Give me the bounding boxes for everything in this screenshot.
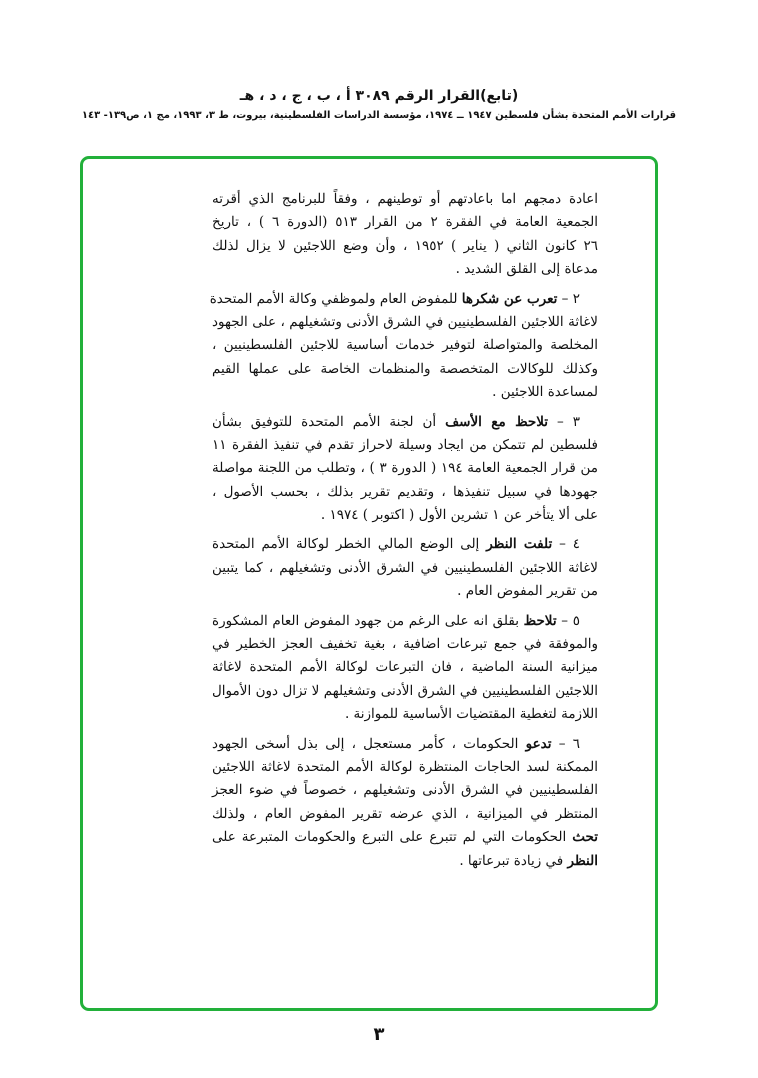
line-text: للمفوض العام ولموظفي وكالة الأمم المتحدة — [209, 290, 462, 307]
line-text: ميزانية السنة الماضية ، فان التبرعات لوكالة الأمم المتحدة لاغاثة — [212, 659, 598, 676]
line-text: المخلصة والمتواصلة لتوفير خدمات أساسية للاجئين الفلسطينيين ، — [212, 337, 598, 354]
text-line — [212, 656, 598, 679]
line-text: إلى الوضع المالي الخطر لوكالة الأمم المتحدة — [212, 536, 487, 553]
line-text: اللازمة لتغطية المقتضيات الأساسية للموازنة . — [344, 706, 598, 723]
text-line — [212, 557, 598, 580]
line-text: الفلسطينيين في الشرق الأدنى وتشغيلهم ، خصوصاً في ضوء العجز — [212, 782, 598, 799]
text-line — [209, 288, 598, 311]
line-text: والموفقة في جمع تبرعات اضافية ، بغية تخفيف العجز الخطير في — [212, 636, 598, 653]
line-text: لاغاثة اللاجئين الفلسطينيين في الشرق الأدنى وتشغيلهم ، على الجهود — [212, 313, 598, 330]
line-text: الجمعية العامة في الفقرة ٢ من القرار ٥١٣ (الدورة ٦ ) ، تاريخ — [212, 214, 598, 231]
operative-verb: تلاحظ مع الأسف — [445, 413, 549, 430]
line-text: لاغاثة اللاجئين الفلسطينيين في الشرق الأدنى وتشغيلهم ، كما يتبين — [212, 559, 598, 576]
line-text: الحكومات التي لم تتبرع على التبرع والحكومات المتبرعة على — [212, 829, 573, 846]
line-text: وكذلك للوكالات المتخصصة والمنظمات الخاصة على عملها القيم — [212, 360, 598, 377]
text-line — [212, 211, 598, 234]
text-line — [212, 311, 598, 334]
paragraph — [212, 733, 598, 873]
line-text: من قرار الجمعية العامة ١٩٤ ( الدورة ٣ ) ، وتطلب من اللجنة مواصلة — [212, 460, 599, 477]
operative-verb: تلفت النظر — [486, 536, 553, 553]
text-line — [212, 756, 598, 779]
clause-number: ٥ – — [556, 612, 580, 629]
clause-number: ٦ – — [551, 735, 580, 752]
paragraph — [212, 533, 598, 603]
text-line — [212, 533, 598, 556]
line-text: في زيادة تبرعاتها . — [459, 852, 568, 869]
line-text: على ألا يتأخر عن ١ تشرين الأول ( اكتوبر ) ١٩٧٤ . — [320, 507, 598, 524]
text-line — [212, 434, 598, 457]
text-line — [212, 504, 598, 527]
text-line — [212, 411, 598, 434]
text-line — [212, 580, 598, 603]
text-line — [212, 235, 598, 258]
line-text: اللاجئين الفلسطينيين في الشرق الأدنى وتشغيلهم لا تزال دون الأموال — [212, 682, 598, 699]
paragraph — [212, 610, 598, 727]
line-text: أن لجنة الأمم المتحدة للتوفيق بشأن — [212, 413, 446, 430]
document-body — [209, 188, 599, 879]
text-line — [212, 188, 598, 211]
text-line — [212, 334, 598, 357]
text-line — [212, 258, 598, 281]
text-line — [212, 850, 598, 873]
line-text: مدعاة إلى القلق الشديد . — [455, 261, 598, 278]
text-line — [212, 610, 598, 633]
line-text: بقلق انه على الرغم من جهود المفوض العام المشكورة — [212, 612, 524, 629]
text-line — [212, 733, 598, 756]
line-text: فلسطين لم تتمكن من ايجاد وسيلة لاحراز تقدم في تنفيذ الفقرة ١١ — [212, 436, 598, 453]
paragraph — [212, 411, 598, 528]
text-line — [212, 779, 598, 802]
operative-verb: النظر — [567, 852, 598, 869]
line-text: من تقرير المفوض العام . — [457, 583, 598, 600]
line-text: الحكومات ، كأمر مستعجل ، إلى بذل أسخى الجهود — [212, 735, 526, 752]
line-text: المنتظر في الميزانية ، الذي عرضه تقرير المفوض العام ، ولذلك — [212, 805, 598, 822]
clause-number: ٤ – — [552, 536, 580, 553]
text-line — [212, 457, 598, 480]
line-text: لمساعدة اللاجئين . — [492, 384, 598, 401]
page-header-title: (تابع)القرار الرقم ٣٠٨٩ أ ، ب ، ج ، د ، هـ — [239, 88, 519, 104]
operative-verb: تدعو — [525, 735, 552, 752]
paragraph — [212, 188, 598, 282]
line-text: الممكنة لسد الحاجات المنتظرة لوكالة الأمم المتحدة لاغاثة اللاجئين — [212, 758, 598, 775]
line-text: جهودها في سبيل تنفيذها ، وتقديم تقرير بذلك ، بحسب الأصول ، — [212, 483, 598, 500]
text-line — [212, 803, 598, 826]
operative-verb: تحث — [572, 829, 598, 846]
operative-verb: تعرب عن شكرها — [461, 290, 558, 307]
text-line — [212, 826, 598, 849]
page-number: ٣ — [373, 1024, 385, 1045]
operative-verb: تلاحظ — [523, 612, 557, 629]
line-text: اعادة دمجهم اما باعادتهم أو توطينهم ، وفقاً للبرنامج الذي أقرته — [212, 191, 598, 207]
text-line — [212, 358, 598, 381]
text-line — [212, 633, 598, 656]
text-line — [212, 703, 598, 726]
clause-number: ٢ – — [557, 290, 580, 307]
text-line — [212, 680, 598, 703]
text-line — [212, 481, 598, 504]
page-header-source: قرارات الأمم المتحدة بشأن فلسطين ١٩٤٧ ــ ١٩٧٤، مؤسسة الدراسات الفلسطينية، بيروت، ط ٣، ١٩٩٣، مج ١، ص١٣٩- ١٤٣ — [81, 110, 677, 121]
clause-number: ٣ – — [548, 413, 581, 430]
line-text: ٢٦ كانون الثاني ( يناير ) ١٩٥٢ ، وأن وضع اللاجئين لا يزال لذلك — [212, 237, 598, 254]
paragraph — [209, 288, 598, 405]
text-line — [212, 381, 598, 404]
